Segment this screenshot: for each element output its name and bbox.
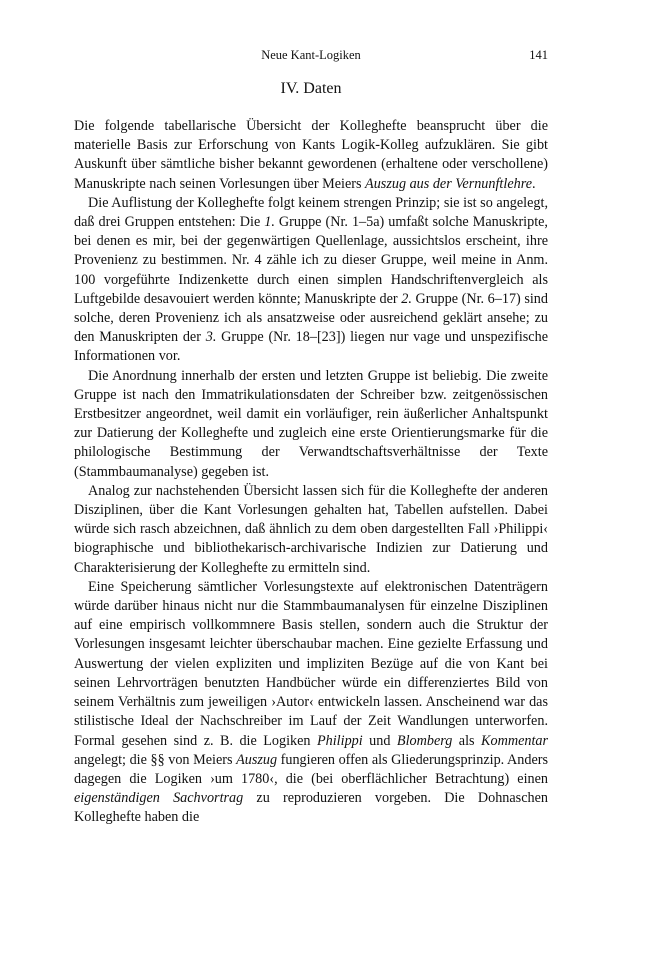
page-number: 141 — [529, 48, 548, 62]
running-header — [74, 48, 548, 68]
emphasis: 2. — [401, 290, 412, 307]
paragraph-2: Die Auflistung der Kolleghefte folgt keinem strengen Prinzip; sie ist so angelegt, daß drei Gruppen entstehen: Die 1. Gruppe (Nr. 1–5a) umfaßt solche Manuskripte, bei denen es mir, bei der gegenwärtigen Quellenlage, aussichtslos erscheint, ihre Provenienz zu bestimmen. Nr. 4 zähle ich zu dieser Gruppe, weil meine in Anm. 100 vorgeführte Indizenkette durch einen simplen Handschriftenvergleich als Luftgebilde desavouiert werden könnte; Manuskripte der 2. Gruppe (Nr. 6–17) sind solche, deren Provenienz ich als ansatzweise oder ausreichend geklärt ansehe; zu den Manuskripten der 3. Gruppe (Nr. 18–[23]) liegen nur vage und unspezifische Informationen vor. — [74, 194, 548, 365]
emphasis: Philippi — [316, 732, 363, 749]
paragraph-1: Die folgende tabellarische Übersicht der Kolleghefte beansprucht über die materielle Basis zur Erforschung von Kants Logik-Kolleg aufzuklären. Sie gibt Auskunft über sämtliche bisher bekannt gewordenen (erhaltene oder verschollene) Manuskripte nach seinen Vorlesungen über Meiers Auszug aus der Vernunftlehre. — [74, 118, 548, 192]
running-title: Neue Kant-Logiken — [261, 48, 361, 62]
emphasis: Blomberg — [396, 732, 453, 749]
emphasis: 1. — [264, 214, 275, 231]
paragraph-4: Analog zur nachstehenden Übersicht lassen sich für die Kolleghefte der anderen Disziplinen, über die Kant Vorlesungen gehalten hat, Tabellen aufstellen. Dabei würde sich rasch abzeichnen, daß ähnlich zu dem oben dargestellten Fall ›Philippi‹ biographische und bibliothekarisch-archivarische Indizien zur Datierung und Charakterisierung der Kolleghefte zu ermitteln sind. — [74, 482, 548, 576]
paragraph-3: Die Anordnung innerhalb der ersten und letzten Gruppe ist beliebig. Die zweite Gruppe ist nach den Immatrikulationsdaten der Schreiber bzw. zeitgenössischen Erstbesitzer angeordnet, weil damit ein vorläufiger, rein äußerlicher Anhaltspunkt zur Datierung der Kolleghefte und zugleich eine erste Orientierungsmarke für die philologische Bestimmung der Verwandtschaftsverhältnisse der Texte (Stammbaumanalyse) gegeben ist. — [74, 367, 548, 480]
emphasis: Kommentar — [481, 732, 549, 749]
section-heading: IV. Daten — [280, 80, 342, 97]
emphasis: Auszug — [236, 751, 278, 768]
emphasis: 3. — [205, 329, 217, 346]
body-text — [74, 117, 548, 828]
paragraph-5: Eine Speicherung sämtlicher Vorlesungstexte auf elektronischen Datenträgern würde darüber hinaus nicht nur die Stammbaumanalysen für einzelne Disziplinen auf eine empirisch vollkommnere Basis stellen, sondern auch die Struktur der Vorlesungen insgesamt leichter überschaubar machen. Eine gezielte Erfassung und Auswertung der vielen expliziten und impliziten Bezüge auf die von Kant bei seinen Lehrvorträgen benutzten Handbücher würde ein differenziertes Bild von seinem Verhältnis zum jeweiligen ›Autor‹ entwickeln lassen. Anscheinend war das stilistische Ideal der Nachschreiber im Lauf der Zeit Wandlungen unterworfen. Formal gesehen sind z. B. die Logiken Philippi und Blomberg als Kommentar angelegt; die §§ von Meiers Auszug fungieren offen als Gliederungsprinzip. Anders dagegen die Logiken ›um 1780‹, die (bei oberflächlicher Betrachtung) einen eigenständigen Sachvortrag zu reproduzieren vorgeben. Die Dohnaschen Kolleghefte haben die — [74, 578, 549, 826]
emphasis: eigenständigen Sachvortrag — [74, 790, 244, 807]
emphasis: Auszug aus der Vernunftlehre — [365, 175, 532, 192]
